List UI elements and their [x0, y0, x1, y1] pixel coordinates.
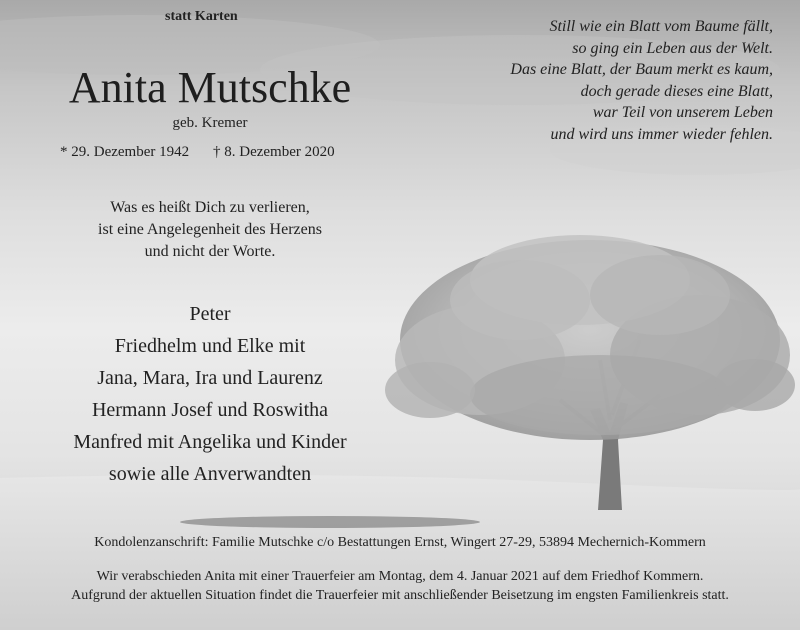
mourner-line: sowie alle Anverwandten	[108, 463, 312, 485]
poem-line: doch gerade dieses eine Blatt,	[580, 82, 773, 100]
ceremony-line: Aufgrund der aktuellen Situation findet die Trauerfeier mit anschließender Beisetzung im engsten Familienkreis statt.	[71, 588, 729, 603]
quote	[60, 197, 360, 263]
poem-line: Still wie ein Blatt vom Baume fällt,	[549, 18, 773, 35]
quote-line: und nicht der Worte.	[144, 243, 276, 260]
quote-line: Was es heißt Dich zu verlieren,	[110, 199, 310, 216]
tree-shadow	[180, 516, 480, 528]
poem-line: so ging ein Leben aus der Welt.	[572, 39, 773, 57]
death-date: † 8. Dezember 2020	[213, 144, 335, 160]
condolence-address: Kondolenzanschrift: Familie Mutschke c/o Bestattungen Ernst, Wingert 27-29, 53894 Mechernich-Kommern	[94, 535, 706, 550]
deceased-name: Anita Mutschke	[68, 63, 352, 112]
poem	[420, 16, 773, 145]
meadow	[0, 475, 800, 630]
poem-line: und wird uns immer wieder fehlen.	[550, 125, 773, 143]
poem-line: Das eine Blatt, der Baum merkt es kaum,	[510, 61, 773, 78]
mourner-line: Hermann Josef und Roswitha	[91, 399, 329, 421]
tree-icon	[385, 235, 795, 510]
mourner-line: Peter	[189, 303, 231, 325]
mourners-list	[45, 298, 375, 490]
mourner-line: Jana, Mara, Ira und Laurenz	[97, 367, 323, 389]
birth-date: * 29. Dezember 1942	[60, 144, 190, 160]
poem-line: war Teil von unserem Leben	[592, 104, 773, 121]
ceremony-info	[0, 567, 800, 605]
birth-name: geb. Kremer	[172, 115, 248, 131]
ceremony-line: Wir verabschieden Anita mit einer Trauerfeier am Montag, dem 4. Januar 2021 auf dem Friedhof Kommern.	[96, 569, 704, 584]
statt-karten-label: statt Karten	[165, 9, 238, 24]
mourner-line: Manfred mit Angelika und Kinder	[73, 431, 347, 453]
quote-line: ist eine Angelegenheit des Herzens	[98, 221, 322, 238]
mourner-line: Friedhelm und Elke mit	[114, 335, 306, 357]
